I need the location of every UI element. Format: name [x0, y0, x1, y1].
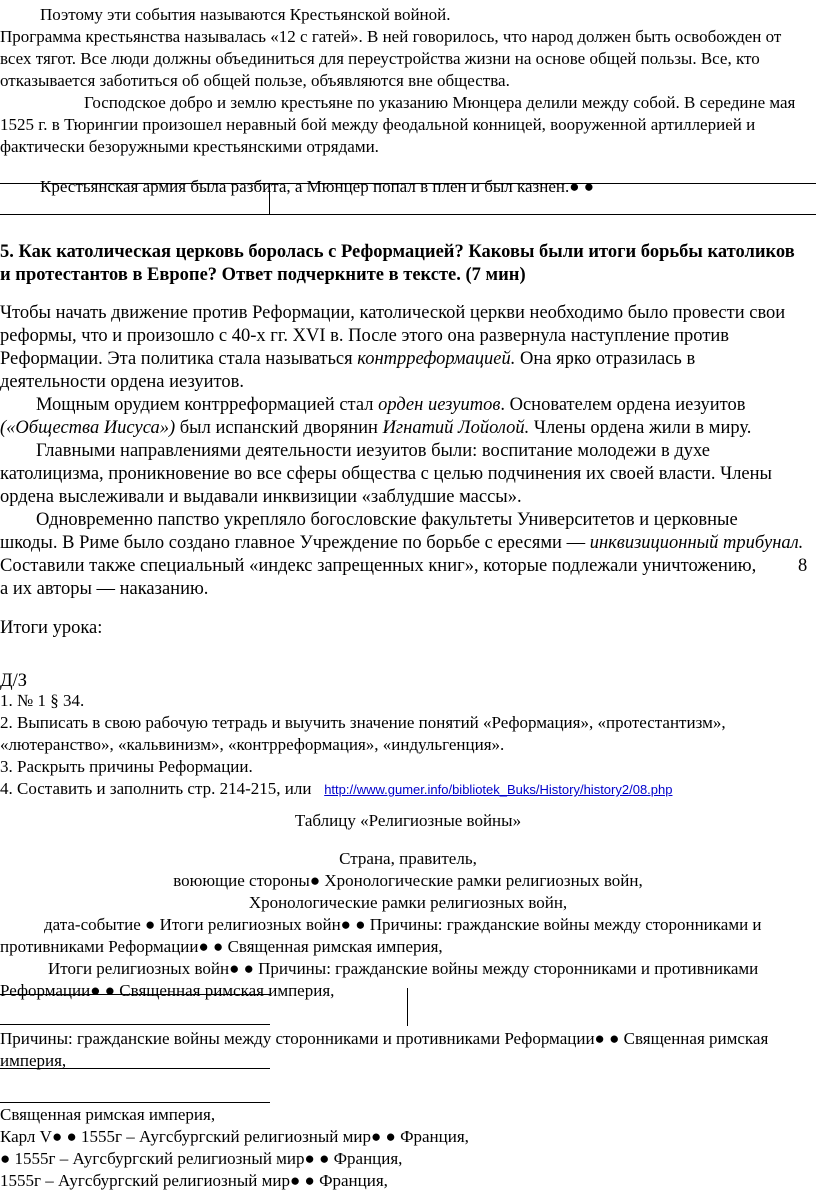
para-1-line-2: реформы, что и произошло с 40-х гг. XVI в. После этого она развернула наступление против — [0, 326, 730, 346]
bullet-icon: ● — [609, 1029, 620, 1048]
homework-item-4 — [0, 778, 672, 801]
bullet-icon: ● — [340, 915, 351, 934]
homework-item-3: 3. Раскрыть причины Реформации. — [0, 757, 253, 776]
term-jesuit-order: орден иезуитов — [378, 395, 501, 415]
question-5-line-1: 5. Как католическая церковь боролась с Реформацией? Каковы были итоги борьбы католиков — [0, 242, 795, 262]
bullet-icon: ● — [569, 177, 580, 196]
table-line-4 — [44, 914, 762, 936]
homework-item-2-line-1: 2. Выписать в свою рабочую тетрадь и выучить значение понятий «Реформация», «протестантизм», — [0, 713, 726, 732]
text-run: Итоги религиозных войн — [155, 915, 341, 934]
text-run: Причины: гражданские войны между сторонниками и противниками Реформации — [0, 1029, 595, 1048]
table-bottom-border — [0, 214, 816, 215]
text-run: Франция, — [314, 1171, 388, 1190]
text-run: был испанский дворянин — [175, 418, 383, 438]
question-5-line-2: и протестантов в Европе? Ответ подчеркните в тексте. (7 мин) — [0, 265, 526, 285]
top-line-7: фактически безоружными крестьянскими отрядами. — [0, 137, 379, 156]
bullet-icon: ● — [304, 1171, 315, 1190]
top-line-1: Поэтому эти события называются Крестьянской войной. — [40, 5, 451, 24]
para-3-line-1: Главными направлениями деятельности иезуитов были: воспитание молодежи в духе — [36, 441, 710, 461]
homework-item-4-text: 4. Составить и заполнить стр. 214-215, или — [0, 779, 312, 798]
table-line-2 — [0, 870, 816, 892]
bullet-icon: ● — [290, 1171, 301, 1190]
bullet-icon: ● — [213, 937, 224, 956]
bullet-icon: ● — [355, 915, 366, 934]
text-run: Реформации — [0, 981, 91, 1000]
text-run: Франция, — [395, 1127, 469, 1146]
para-3-line-3: ордена выслеживали и выдавали инквизиции «заблудшие массы». — [0, 487, 522, 507]
text-run: . Основателем ордена иезуитов — [500, 395, 746, 415]
cell-border — [0, 1024, 270, 1025]
term-society-of-jesus: («Общества Иисуса») — [0, 418, 176, 438]
text-run: Карл V — [0, 1127, 52, 1146]
cell-border — [0, 994, 270, 995]
text-run: Причины: гражданские войны между сторонниками и противниками — [253, 959, 759, 978]
page-number: 8 — [798, 556, 808, 576]
bullet-icon: ● — [243, 959, 254, 978]
cell-border — [0, 1102, 270, 1103]
table-line-11 — [0, 1126, 469, 1148]
bullet-icon: ● — [0, 1149, 11, 1168]
gumer-link[interactable]: http://www.gumer.info/bibliotek_Buks/History/history2/08.php — [324, 782, 673, 797]
text-run: Мощным орудием контрреформацией стал — [36, 395, 379, 415]
text-run: Франция, — [329, 1149, 403, 1168]
text-run: Реформации. Эта политика стала называться — [0, 349, 358, 369]
term-counter-reformation: контрреформацией. — [357, 349, 516, 369]
bullet-icon: ● — [583, 177, 595, 196]
top-line-6: 1525 г. в Тюрингии произошел неравный бой между феодальной конницей, вооруженной артиллерией и — [0, 115, 756, 134]
text-run: 1555г – Аугсбургский религиозный мир — [0, 1171, 290, 1190]
table-line-12 — [0, 1148, 402, 1170]
table-column-divider — [269, 183, 270, 214]
para-4-line-3: Составили также специальный «индекс запрещенных книг», которые подлежали уничтожению, — [0, 556, 757, 576]
homework-title: Д/З — [0, 671, 28, 691]
top-line-4: отказывается заботиться об общей пользе, объявляются вне общества. — [0, 71, 510, 90]
cell-border — [407, 988, 408, 1026]
bullet-icon: ● — [51, 1127, 63, 1146]
text-run: Священная римская империя, — [223, 937, 443, 956]
text-run: Члены ордена жили в миру. — [529, 418, 752, 438]
text-run: шкоды. В Риме было создано главное Учреждение по борьбе с ересями — — [0, 533, 590, 553]
text-run: Священная римская империя, — [115, 981, 335, 1000]
table-line-5 — [0, 936, 443, 958]
term-ignatius-loyola: Игнатий Лойолой. — [382, 418, 530, 438]
term-inquisition-tribunal: инквизиционный трибунал. — [589, 533, 804, 553]
table-line-1: Страна, правитель, — [339, 849, 477, 868]
text-run: дата-событие — [44, 915, 146, 934]
text-run: Причины: гражданские войны между сторонниками и — [365, 915, 762, 934]
top-line-2: Программа крестьянства называлась «12 с гатей». В ней говорилось, что народ должен быть освобожден от — [0, 27, 782, 46]
text-run: 1555г – Аугсбургский религиозный мир — [76, 1127, 372, 1146]
top-line-8-text: Крестьянская армия была разбита, а Мюнцер попал в плен и был казнен. — [40, 177, 570, 196]
text-run: Священная римская — [619, 1029, 769, 1048]
top-line-5: Господское добро и землю крестьяне по указанию Мюнцера делили между собой. В середине мая — [84, 93, 796, 112]
bullet-icon: ● — [304, 1149, 315, 1168]
bullet-icon: ● — [145, 915, 156, 934]
bullet-icon: ● — [198, 937, 209, 956]
table-line-10: Священная римская империя, — [0, 1105, 216, 1124]
bullet-icon: ● — [309, 871, 321, 890]
para-2-line-2 — [0, 416, 751, 440]
summary-heading: Итоги урока: — [0, 618, 103, 638]
bullet-icon: ● — [90, 981, 101, 1000]
bullet-icon: ● — [66, 1127, 77, 1146]
text-run: 1555г – Аугсбургский религиозный мир — [10, 1149, 305, 1168]
bullet-icon: ● — [594, 1029, 605, 1048]
table-line-9: империя, — [0, 1051, 67, 1070]
text-run: противниками Реформации — [0, 937, 199, 956]
bullet-icon: ● — [229, 959, 240, 978]
table-line-8 — [0, 1028, 768, 1050]
bullet-icon: ● — [104, 981, 116, 1000]
para-1-line-4: деятельности ордена иезуитов. — [0, 372, 245, 392]
text-run: Хронологические рамки религиозных войн, — [320, 871, 643, 890]
table-line-6 — [48, 958, 758, 980]
bullet-icon: ● — [371, 1127, 382, 1146]
text-run: Итоги религиозных войн — [48, 959, 230, 978]
para-1-line-3 — [0, 347, 695, 371]
homework-item-1: 1. № 1 § 34. — [0, 691, 85, 710]
para-4-line-4: а их авторы — наказанию. — [0, 579, 209, 599]
text-run: Она ярко отразилась в — [515, 349, 696, 369]
table-line-7 — [0, 980, 334, 1002]
cell-border — [0, 1068, 270, 1069]
para-2-line-1 — [36, 393, 745, 417]
text-run: воюющие стороны — [173, 871, 310, 890]
para-1-line-1: Чтобы начать движение против Реформации, католической церкви необходимо было провести свои — [0, 303, 786, 323]
top-line-8 — [40, 176, 594, 198]
para-3-line-2: католицизма, проникновение во все сферы общества с целью подчинения их своей власти. Члены — [0, 464, 772, 484]
para-4-line-1: Одновременно папство укрепляло богословские факультеты Университетов и церковные — [36, 510, 738, 530]
bullet-icon: ● — [385, 1127, 396, 1146]
homework-item-2-line-2: «лютеранство», «кальвинизм», «контрреформация», «индульгенция». — [0, 735, 505, 754]
table-line-3: Хронологические рамки религиозных войн, — [248, 893, 568, 912]
table-top-border — [0, 183, 816, 184]
table-title: Таблицу «Религиозные войны» — [294, 811, 522, 830]
table-line-13 — [0, 1170, 388, 1192]
para-4-line-2 — [0, 531, 803, 555]
bullet-icon: ● — [319, 1149, 330, 1168]
top-line-3: всех тягот. Все люди должны объединиться для переустройства жизни на основе общей пользы. Все, кто — [0, 49, 760, 68]
